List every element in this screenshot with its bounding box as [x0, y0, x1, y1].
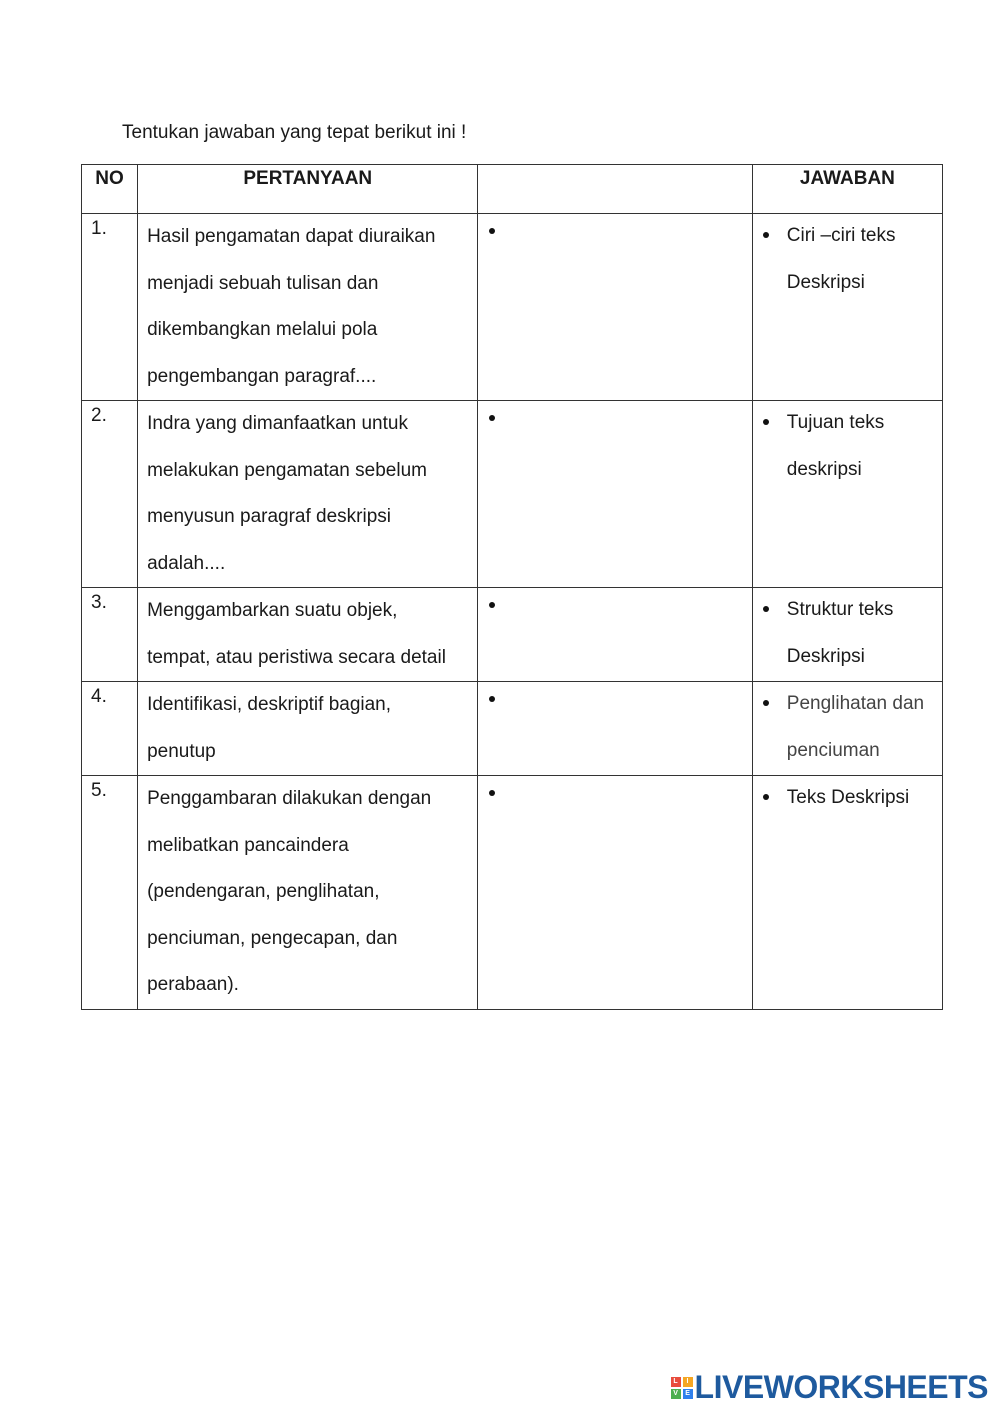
logo-mark-cell: E	[683, 1389, 693, 1399]
answer-line: deskripsi	[786, 458, 862, 480]
answer-drop-slot[interactable]	[478, 588, 752, 682]
answer-line: Deskripsi	[786, 645, 865, 667]
answer-drop-slot[interactable]	[478, 401, 752, 588]
question-line: penutup	[147, 740, 216, 762]
row-number: 2.	[82, 401, 138, 588]
row-number: 3.	[82, 588, 138, 682]
answer-line: Teks Deskripsi	[786, 787, 910, 808]
question-line: Menggambarkan suatu objek,	[147, 600, 398, 621]
logo-mark-cell: I	[683, 1377, 693, 1387]
answer-drop-slot[interactable]	[478, 776, 752, 1010]
instruction-text: Tentukan jawaban yang tepat berikut ini !	[122, 122, 467, 143]
bullet-icon	[489, 415, 495, 421]
answer-drop-slot[interactable]	[478, 214, 752, 401]
table-row	[82, 776, 943, 1010]
answer-line: Ciri –ciri teks	[786, 225, 896, 246]
question-line: Indra yang dimanfaatkan untuk	[147, 413, 408, 434]
bullet-icon	[489, 696, 495, 702]
question-line: tempat, atau peristiwa secara detail	[147, 646, 446, 668]
question-line: menjadi sebuah tulisan dan	[147, 272, 379, 294]
question-line: melibatkan pancaindera	[147, 834, 349, 856]
answer-line: Struktur teks	[786, 599, 894, 620]
row-number: 4.	[82, 682, 138, 776]
table-header-row	[82, 165, 943, 214]
question-line: adalah....	[147, 552, 226, 574]
answer-option[interactable]	[752, 588, 942, 682]
row-number: 5.	[82, 776, 138, 1010]
answer-drop-slot[interactable]	[478, 682, 752, 776]
question-line: dikembangkan melalui pola	[147, 319, 378, 340]
question-line: Hasil pengamatan dapat diuraikan	[147, 226, 436, 247]
question-line: melakukan pengamatan sebelum	[147, 459, 427, 481]
answer-option[interactable]	[752, 776, 942, 1010]
answer-option[interactable]	[752, 214, 942, 401]
question-line: penciuman, pengecapan, dan	[147, 927, 398, 949]
bullet-icon	[489, 602, 495, 608]
question-line: perabaan).	[147, 974, 239, 995]
answer-option[interactable]	[752, 401, 942, 588]
table-row	[82, 682, 943, 776]
question-line: Identifikasi, deskriptif bagian,	[147, 694, 392, 715]
answer-line: penciuman	[786, 739, 880, 761]
bullet-icon	[763, 700, 769, 706]
answer-line: Tujuan teks	[786, 412, 885, 433]
logo-mark-cell: L	[671, 1377, 681, 1387]
question-line: menyusun paragraf deskripsi	[147, 506, 392, 527]
bullet-icon	[763, 419, 769, 425]
question-line: (pendengaran, penglihatan,	[147, 881, 380, 902]
bullet-icon	[763, 606, 769, 612]
table-row	[82, 588, 943, 682]
table-row	[82, 401, 943, 588]
row-number: 1.	[82, 214, 138, 401]
answer-option[interactable]	[752, 682, 942, 776]
bullet-icon	[489, 790, 495, 796]
answer-line: Penglihatan dan	[786, 693, 925, 714]
question-line: pengembangan paragraf....	[147, 365, 377, 387]
bullet-icon	[763, 232, 769, 238]
question-line: Penggambaran dilakukan dengan	[147, 788, 432, 809]
table-row	[82, 214, 943, 401]
logo-text: LIVEWORKSHEETS	[694, 1369, 988, 1405]
header-blank	[478, 165, 752, 214]
question-cell	[138, 682, 478, 776]
liveworksheets-logo[interactable]	[671, 1369, 988, 1406]
question-cell	[138, 401, 478, 588]
logo-mark-cell: V	[671, 1389, 681, 1399]
header-question: PERTANYAAN	[138, 165, 478, 214]
question-cell	[138, 588, 478, 682]
header-answer: JAWABAN	[752, 165, 942, 214]
question-cell	[138, 214, 478, 401]
bullet-icon	[489, 228, 495, 234]
worksheet-table	[81, 164, 943, 1010]
liveworksheets-mark-icon	[671, 1377, 693, 1399]
bullet-icon	[763, 794, 769, 800]
answer-line: Deskripsi	[786, 271, 865, 293]
question-cell	[138, 776, 478, 1010]
header-no: NO	[82, 165, 138, 214]
